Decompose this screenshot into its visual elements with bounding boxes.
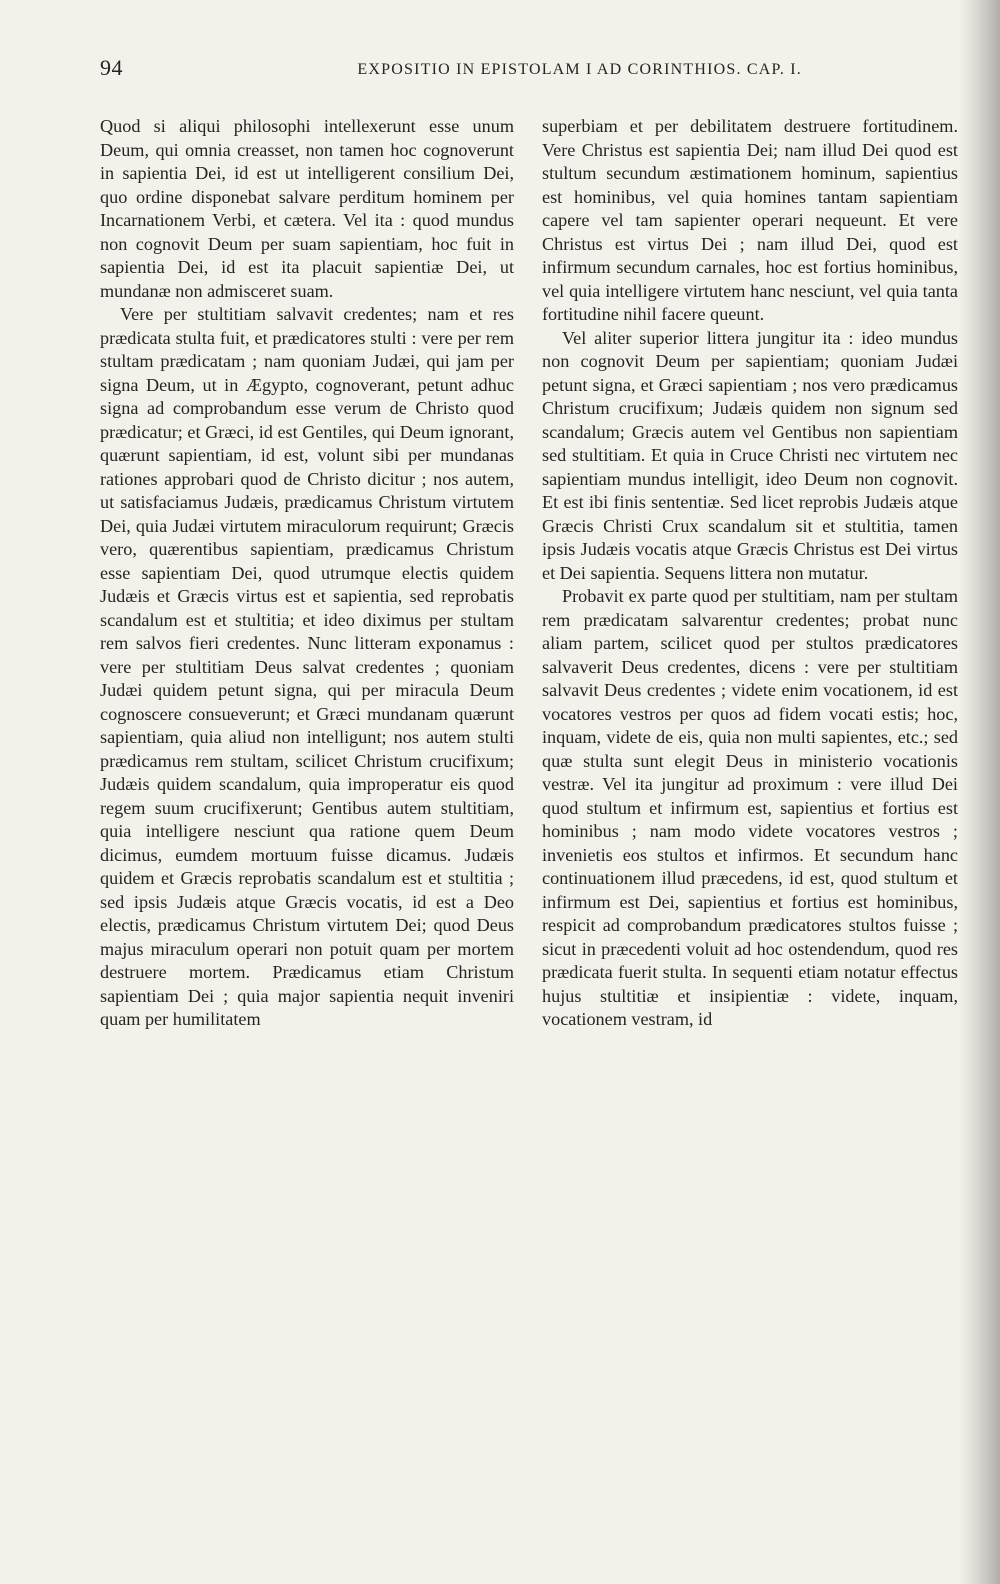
page-header <box>100 55 802 95</box>
running-title: EXPOSITIO IN EPISTOLAM I AD CORINTHIOS. CAP. I. <box>357 61 802 78</box>
left-paragraph-2: Vere per stultitiam salvavit credentes; nam et res prædicata stulta fuit, et prædicatores stulti : vere per rem stultam prædicatam ; nam quoniam Judæi, qui jam per signa Deum, ut in Ægypto, cognoverant, petunt adhuc signa ad comprobandum esse verum de Christo quod prædicatur; et Græci, id est Gentiles, qui Deum ignorant, quærunt sapientiam, id est, volunt sibi per mundanas rationes approbari quod de Christo dicitur ; nos autem, ut satisfaciamus Judæis, prædicamus Christum virtutem Dei, quia Judæi virtutem miraculorum requirunt; Græcis vero, quærentibus sapientiam, prædicamus Christum esse sapientiam Dei, quod utrumque electis quidem Judæis et Græcis virtus est et sapientia, sed reprobatis scandalum est et stultitia; et ideo diximus per stultam rem salvos fieri credentes. Nunc litteram exponamus : vere per stultitiam Deus salvat credentes ; quoniam Judæi quidem petunt signa, qui per miracula Deum cognoscere consueverunt; et Græci mundanam quærunt sapientiam, quia aliud non intelligunt; nos autem stulti prædicamus rem stultam, scilicet Christum crucifixum; Judæis quidem scandalum, quia improperatur eis quod regem suum crucifixerunt; Gentibus autem stultitiam, quia intelligere nesciunt qua ratione quem Deum dicimus, eumdem mortuum fuisse dicamus. Judæis quidem et Græcis reprobatis scandalum est et stultitia ; sed ipsis Judæis atque Græcis vocatis, id est a Deo electis, prædicamus Christum virtutem Dei; quod Deus majus miraculum operari non potuit quam per mortem destruere mortem. Prædicamus etiam Christum sapientiam Dei ; quia major sapientia nequit inveniri quam per humilitatem <box>100 304 514 1029</box>
page-edge-shadow <box>958 0 1000 1584</box>
left-paragraph-1: Quod si aliqui philosophi intellexerunt esse unum Deum, qui omnia creasset, non tamen hoc cognoverunt in sapientia Dei, id est ut intelligerent consilium Dei, quo ordine disponebat salvare perditum hominem per Incarnationem Verbi, et cætera. Vel ita : quod mundus non cognovit Deum per suam sapientiam, hoc fuit in sapientia Dei, id est ita placuit sapientiæ Dei, ut mundanæ non admisceret suam. <box>100 116 514 301</box>
page-number: 94 <box>100 55 123 80</box>
left-column <box>100 115 514 1032</box>
right-paragraph-3: Probavit ex parte quod per stultitiam, nam per stultam rem prædicatam salvarentur credentes; probat nunc aliam partem, scilicet quod per stultos prædicatores salvaverit Deus credentes, dicens : vere per stultitiam salvavit Deus credentes ; videte enim vocationem, id est vocatores vestros per quos ad fidem vocati estis; hoc, inquam, videte de eis, quia non multi sapientes, etc.; sed quæ stulta sunt elegit Deus in ministerio vocationis vestræ. Vel ita jungitur ad proximum : vere illud Dei quod stultum et infirmum est, sapientius et fortius est hominibus ; nam modo videte vocatores vestros ; invenietis eos stultos et infirmos. Et secundum hanc continuationem illud præcedens, id est, quod stultum et infirmum est Dei, sapientius et fortius est hominibus, respicit ad comprobandum prædicatores stultos fuisse ; sicut in præcedenti voluit ad hoc ostendendum, quod res prædicata fuerit stulta. In sequenti etiam notatur effectus hujus stultitiæ et insipientiæ : videte, inquam, vocationem vestram, id <box>542 586 958 1029</box>
right-column <box>542 115 958 1032</box>
right-paragraph-2: Vel aliter superior littera jungitur ita : ideo mundus non cognovit Deum per sapientiam; quoniam Judæi petunt signa, et Græci sapientiam ; nos vero prædicamus Christum crucifixum; Judæis quidem non signum sed scandalum; Græcis autem vel Gentibus non sapientiam sed stultitiam. Et quia in Cruce Christi nec virtutem nec sapientiam mundus intelligit, ideo Deum non cognovit. Et est ibi finis sententiæ. Sed licet reprobis Judæis atque Græcis Christi Crux scandalum sit et stultitia, tamen ipsis Judæis vocatis atque Græcis Christus est Dei virtus et Dei sapientia. Sequens littera non mutatur. <box>542 327 958 583</box>
right-paragraph-1: superbiam et per debilitatem destruere fortitudinem. Vere Christus est sapientia Dei; nam illud Dei quod est stultum secundum æstimationem hominum, sapientius est hominibus, vel quia homines tantam sapientiam capere vel tam sapienter operari nequeunt. Et vere Christus est virtus Dei ; nam illud Dei, quod est infirmum secundum carnales, hoc est fortius hominibus, vel quia intelligere virtutem hanc nesciunt, vel quia tanta fortitudine nihil facere queunt. <box>542 116 958 324</box>
